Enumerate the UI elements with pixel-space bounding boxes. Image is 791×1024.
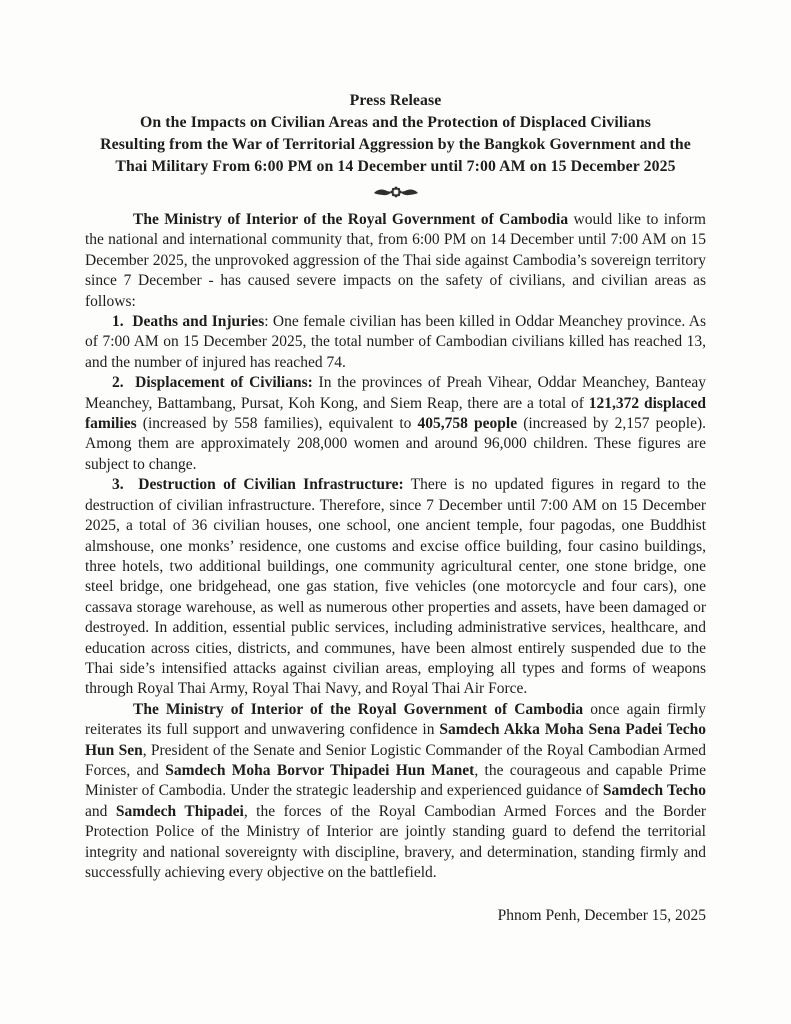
title-line-4: Thai Military From 6:00 PM on 14 December until 7:00 AM on 15 December 2025 bbox=[115, 158, 676, 175]
title-line-1: Press Release bbox=[349, 92, 442, 109]
document-title bbox=[85, 90, 706, 178]
closing-paragraph: The Ministry of Interior of the Royal Government of Cambodia once again firmly reiterates its full support and unwavering confidence in Samdech Akka Moha Sena Padei Techo Hun Sen, President of the Senate and Senior Logistic Commander of the Royal Cambodian Armed Forces, and Samdech Moha Borvor Thipadei Hun Manet, the courageous and capable Prime Minister of Cambodia. Under the strategic leadership and experienced guidance of Samdech Techo and Samdech Thipadei, the forces of the Royal Cambodian Armed Forces and the Border Protection Police of the Ministry of Interior are jointly standing guard to defend the territorial integrity and national sovereignty with discipline, bravery, and determination, standing firmly and successfully achieving every objective on the battlefield. bbox=[85, 700, 707, 881]
item-destruction-of-infrastructure: 3. Destruction of Civilian Infrastructure: There is no updated figures in regard to the destruction of civilian infrastructure. Therefore, since 7 December until 7:00 AM on 15 December 2025, a total of 36 civilian houses, one school, one ancient temple, four pagodas, one Buddhist almshouse, one monks’ residence, one customs and excise office building, four casino buildings, three hotels, two additional buildings, one community agricultural center, one stone bridge, one steel bridge, one bridgehead, one gas station, five vehicles (one motorcycle and four cars), one cassava storage warehouse, as well as numerous other properties and assets, have been damaged or destroyed. In addition, essential public services, including administrative services, healthcare, and education across cities, districts, and communes, have been almost entirely suspended due to the Thai side’s intensified attacks against civilian areas, employing all types and forms of weapons through Royal Thai Army, Royal Thai Navy, and Royal Thai Air Force. bbox=[85, 476, 706, 698]
title-line-2: On the Impacts on Civilian Areas and the Protection of Displaced Civilians bbox=[139, 114, 652, 131]
floral-divider-icon bbox=[85, 185, 706, 199]
document-paragraphs bbox=[85, 210, 706, 883]
item-deaths-and-injuries: 1. Deaths and Injuries: One female civilian has been killed in Oddar Meanchey province. As of 7:00 AM on 15 December 2025, the total number of Cambodian civilians killed has reached 13, and the number of injured has reached 74. bbox=[85, 313, 706, 371]
dateline: Phnom Penh, December 15, 2025 bbox=[497, 907, 706, 925]
title-line-3: Resulting from the War of Territorial Aggression by the Bangkok Government and the bbox=[100, 136, 691, 153]
item-displacement-of-civilians: 2. Displacement of Civilians: In the provinces of Preah Vihear, Oddar Meanchey, Banteay Meanchey, Battambang, Pursat, Koh Kong, and Siem Reap, there are a total of 121,372 displaced families (increased by 558 families), equivalent to 405,758 people (increased by 2,157 people). Among them are approximately 208,000 women and around 96,000 children. These figures are subject to change. bbox=[85, 374, 707, 473]
intro-paragraph: The Ministry of Interior of the Royal Government of Cambodia would like to inform the national and international community that, from 6:00 PM on 14 December until 7:00 AM on 15 December 2025, the unprovoked aggression of the Thai side against Cambodia’s sovereign territory since 7 December - has caused severe impacts on the safety of civilians, and civilian areas as follows: bbox=[85, 211, 706, 310]
